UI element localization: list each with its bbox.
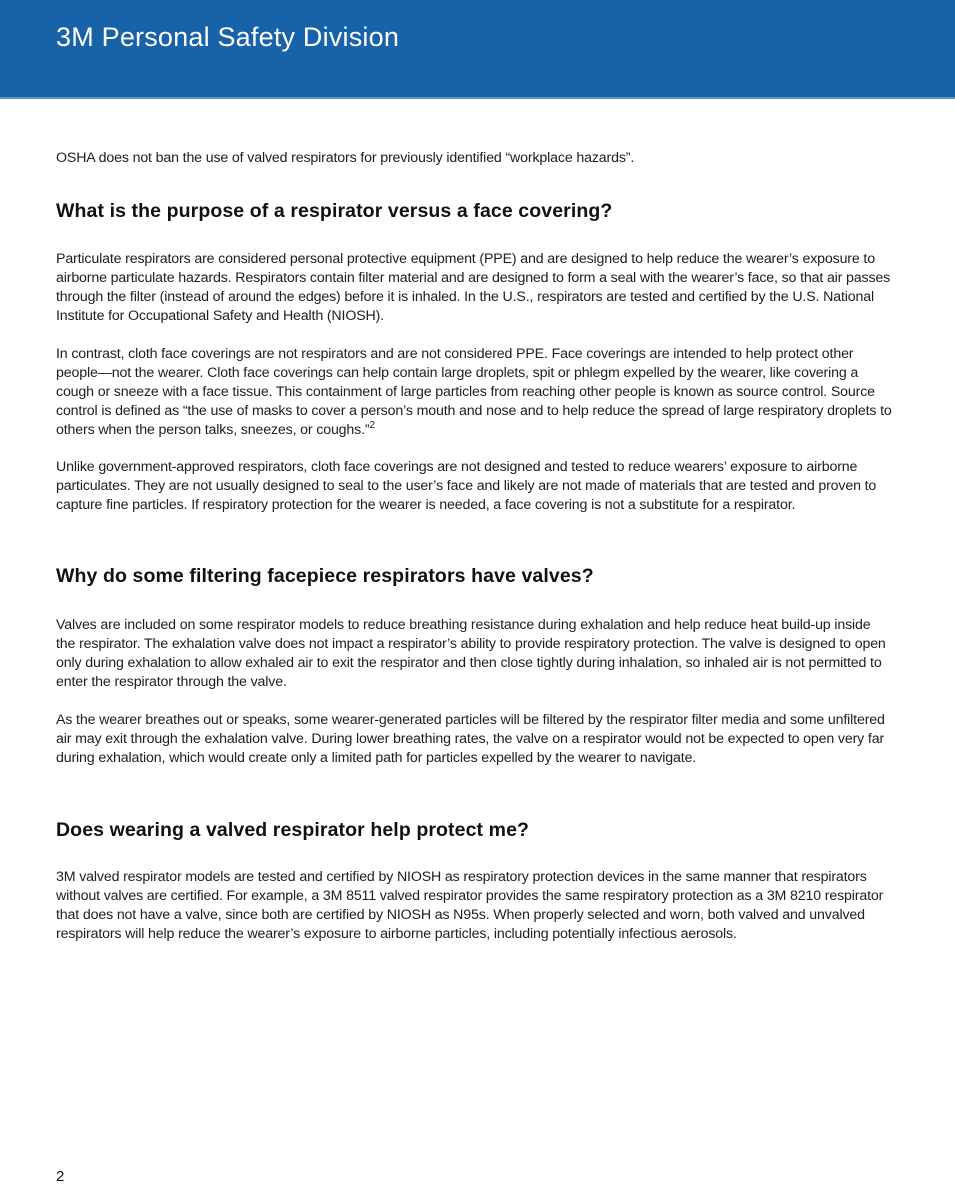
paragraph-respirators-ppe: Particulate respirators are considered personal protective equipment (PPE) and are designed to help reduce the wearer’s exposure to airborne particulate hazards. Respirators contain filter material and are designed to form a seal with the wearer’s face, so that air passes through the filter (instead of around the edges) before it is inhaled. In the U.S., respirators are tested and certified by the U.S. National Institute for Occupational Safety and Health (NIOSH). (56, 251, 891, 324)
footnote-reference: 2 (369, 419, 375, 431)
paragraph-unlike-respirators: Unlike government-approved respirators, cloth face coverings are not designed and tested to reduce wearers’ exposure to airborne particulates. They are not usually designed to seal to the user’s face and likely are not made of materials that are tested and proven to capture fine particles. If respiratory protection for the wearer is needed, a face covering is not a substitute for a respirator. (56, 459, 877, 513)
page-number: 2 (56, 1168, 65, 1185)
paragraph-valved-certified: 3M valved respirator models are tested and certified by NIOSH as respiratory protection devices in the same manner that respirators without valves are certified. For example, a 3M 8511 valved respirator provides the same respiratory protection as a 3M 8210 respirator that does not have a valve, since both are certified by NIOSH as N95s. When properly selected and worn, both valved and unvalved respirators will help reduce the wearer’s exposure to airborne particles, including potentially infectious aerosols. (56, 869, 884, 942)
section-heading-protect-me: Does wearing a valved respirator help protect me? (56, 819, 530, 841)
division-title: 3M Personal Safety Division (56, 22, 400, 52)
paragraph-valves-purpose: Valves are included on some respirator models to reduce breathing resistance during exhalation and help reduce heat build-up inside the respirator. The exhalation valve does not impact a respirator’s ability to provide respiratory protection. The valve is designed to open only during exhalation to allow exhaled air to exit the respirator and then close tightly during inhalation, so inhaled air is not permitted to enter the respirator through the valve. (56, 617, 886, 690)
paragraph-text: In contrast, cloth face coverings are not respirators and are not considered PPE. Face coverings are intended to help protect other people—not the wearer. Cloth face coverings can help contain large droplets, spit or phlegm expelled by the wearer, like covering a cough or sneeze with a face tissue. This containment of large particles from reaching other people is known as source control. Source control is defined as “the use of masks to cover a person’s mouth and nose and to help reduce the spread of large respiratory droplets to others when the person talks, sneezes, or coughs.” (56, 346, 892, 438)
intro-paragraph: OSHA does not ban the use of valved respirators for previously identified “workplace hazards”. (56, 150, 635, 166)
paragraph-wearer-breathes: As the wearer breathes out or speaks, some wearer-generated particles will be filtered by the respirator filter media and some unfiltered air may exit through the exhalation valve. During lower breathing rates, the valve on a respirator would not be expected to open very far during exhalation, which would create only a limited path for particles expelled by the wearer to navigate. (56, 712, 885, 766)
section-heading-purpose: What is the purpose of a respirator versus a face covering? (56, 200, 613, 222)
paragraph-cloth-coverings (56, 345, 892, 440)
page-header-banner (0, 0, 955, 99)
section-heading-valves: Why do some filtering facepiece respirators have valves? (56, 565, 594, 587)
